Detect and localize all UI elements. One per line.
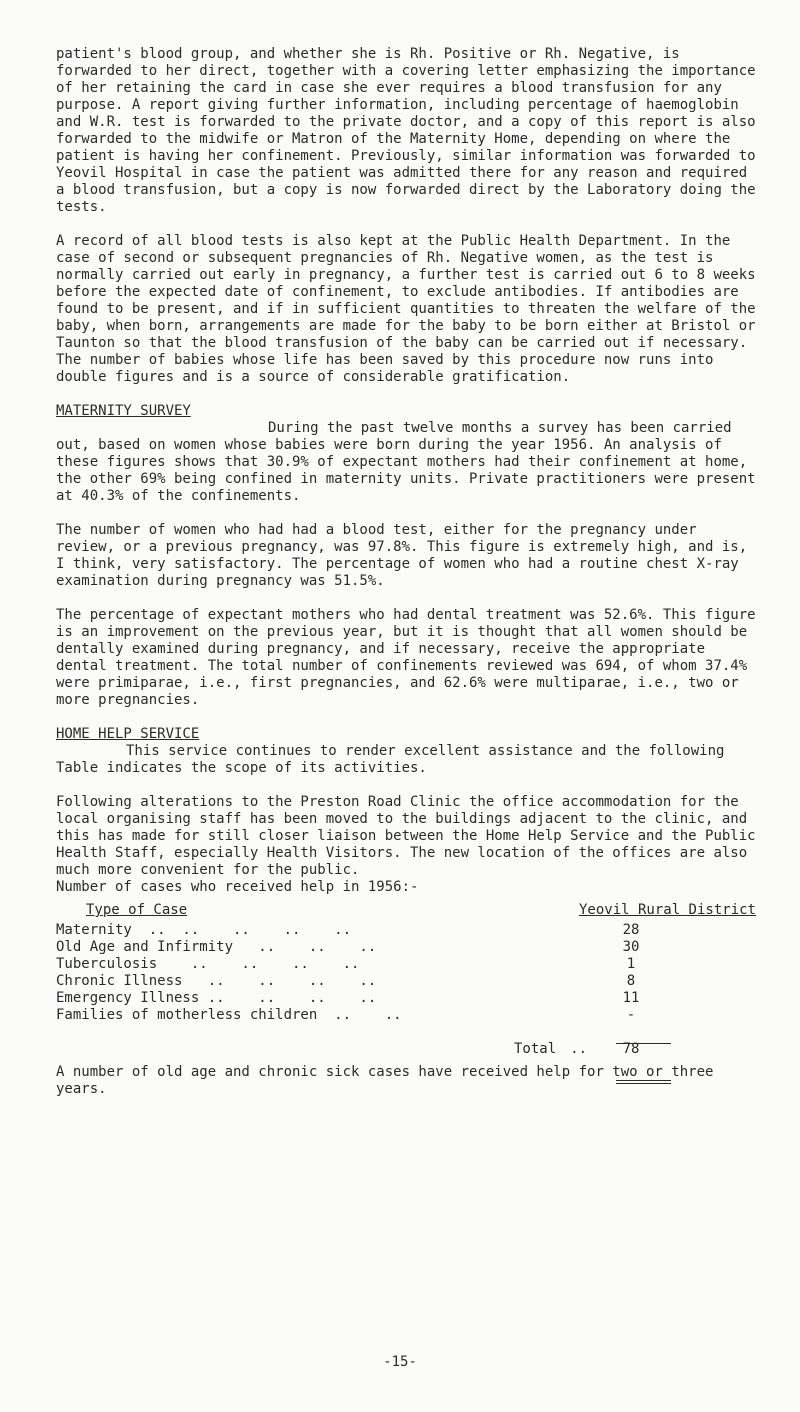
maternity-survey-paragraph-2-text: The number of women who had had a blood test, either for the pregnancy under review, or a previous pregnancy, was 97.8%. This figure is extremely high, and is, I think, very satisfactory. The percentage of women who had a routine chest X-ray examination during pregnancy was 51.5%. — [56, 522, 748, 589]
home-help-paragraph-2: Following alterations to the Preston Road Clinic the office accommodation for the local organising staff has been moved to the buildings adjacent to the clinic, and this has made for still closer liaison between the Home Help Service and the Public Health Staff, especially Health Visitors. The new location of the offices are also much more convenient for the public. — [56, 794, 756, 878]
table-row — [56, 990, 756, 1007]
row-label: Maternity .. .. .. .. .. — [56, 922, 352, 938]
col-header-district: Yeovil Rural District — [578, 902, 756, 918]
page-number: -15- — [383, 1354, 417, 1370]
table-row — [56, 956, 756, 973]
blood-tests-record-paragraph: A record of all blood tests is also kept at the Public Health Department. In the case of second or subsequent pregnancies of Rh. Negative women, as the test is normally carried out early in pregnancy, a further test is carried out 6 to 8 weeks before the expected date of confinement, to exclude antibodies. If antibodies are found to be present, and if in sufficient quantities to threaten the welfare of the baby, when born, arrangements are made for the baby to be born either at Bristol or Taunton so that the blood transfusion of the baby can be carried out if necessary. The number of babies whose life has been saved by this procedure now runs into double figures and is a source of considerable gratification. — [56, 233, 756, 385]
row-value: 28 — [622, 922, 640, 938]
row-value: 1 — [626, 956, 636, 972]
blood-group-paragraph: patient's blood group, and whether she is Rh. Positive or Rh. Negative, is forwarded to her direct, together with a covering letter emphasizing the importance of her retaining the card in case she ever requires a blood transfusion for any purpose. A report giving further information, including percentage of haemoglobin and W.R. test is forwarded to the private doctor, and a copy of this report is also forwarded to the midwife or Matron of the Maternity Home, depending on where the patient is having her confinement. Previously, similar information was forwarded to Yeovil Hospital in case the patient was admitted there for any reason and required a blood transfusion, but a copy is now forwarded direct by the Laboratory doing the tests. — [56, 46, 756, 215]
home-help-heading: HOME HELP SERVICE — [56, 726, 200, 742]
row-value: - — [626, 1007, 636, 1023]
home-help-paragraph-1: This service continues to render excellent assistance and the following Table indicates the scope of its activities. — [56, 743, 725, 776]
table-row — [56, 939, 756, 956]
row-label: Chronic Illness .. .. .. .. — [56, 973, 377, 989]
row-label: Families of motherless children .. .. — [56, 1007, 402, 1023]
closing-paragraph: A number of old age and chronic sick cases have received help for two or three years. — [56, 1064, 714, 1097]
table-header — [56, 902, 756, 922]
row-value: 11 — [622, 990, 640, 1006]
table-row — [56, 922, 756, 939]
total-label: Total — [513, 1041, 557, 1057]
table-row — [56, 1007, 756, 1024]
total-top-rule — [616, 1043, 671, 1044]
home-help-table — [56, 902, 756, 1058]
total-label-cell — [56, 1041, 601, 1058]
total-dots: .. — [570, 1041, 587, 1057]
table-intro: Number of cases who received help in 1956:- — [56, 879, 419, 895]
maternity-survey-heading: MATERNITY SURVEY — [56, 403, 191, 419]
row-value: 8 — [626, 973, 636, 989]
total-bottom-rule-1 — [616, 1080, 671, 1081]
maternity-survey-paragraph-3: The percentage of expectant mothers who had dental treatment was 52.6%. This figure is an improvement on the previous year, but it is thought that all women should be dentally examined during pregnancy, and if necessary, receive the appropriate dental treatment. The total number of confinements reviewed was 694, of whom 37.4% were primiparae, i.e., first pregnancies, and 62.6% were multiparae, i.e., two or more pregnancies. — [56, 607, 756, 708]
total-value: 78 — [622, 1041, 640, 1057]
maternity-survey-paragraph-2 — [56, 522, 756, 590]
total-bottom-rule-2 — [616, 1083, 671, 1084]
row-label: Tuberculosis .. .. .. .. — [56, 956, 360, 972]
row-label: Old Age and Infirmity .. .. .. — [56, 939, 377, 955]
row-label: Emergency Illness .. .. .. .. — [56, 990, 377, 1006]
maternity-survey-paragraph-1: During the past twelve months a survey has been carried out, based on women whose babies were born during the year 1956. An analysis of these figures shows that 30.9% of expectant mothers had their confinement at home, the other 69% being confined in maternity units. Private practitioners were present at 40.3% of the confinements. — [56, 420, 756, 504]
col-header-type: Type of Case — [86, 902, 188, 918]
row-value: 30 — [622, 939, 640, 955]
document-page — [56, 46, 756, 1098]
table-row — [56, 973, 756, 990]
